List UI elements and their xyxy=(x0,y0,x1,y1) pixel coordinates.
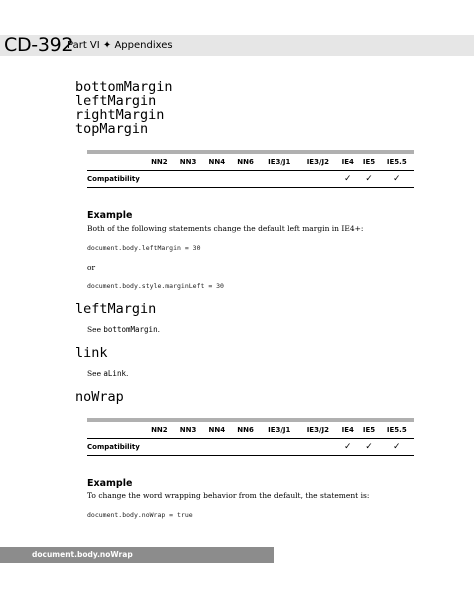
column-header: IE5.5 xyxy=(380,154,414,171)
entry-title: leftMargin xyxy=(75,301,157,317)
entry-title: link xyxy=(75,345,108,361)
column-header: NN4 xyxy=(202,422,231,439)
table-cell xyxy=(260,171,299,188)
column-header: IE3/J1 xyxy=(260,422,299,439)
row-label: Compatibility xyxy=(87,439,145,456)
column-header: IE3/J2 xyxy=(299,154,338,171)
check-mark: ✓ xyxy=(380,171,414,188)
column-header: NN6 xyxy=(231,154,260,171)
check-mark: ✓ xyxy=(380,439,414,456)
or-text: or xyxy=(87,263,96,272)
table-cell xyxy=(145,171,174,188)
table-cell xyxy=(202,439,231,456)
part-label: Part VI ✦ Appendixes xyxy=(67,40,173,51)
column-header: NN2 xyxy=(145,154,174,171)
column-header: IE3/J2 xyxy=(299,422,338,439)
property-name: topMargin xyxy=(75,121,149,137)
entry-title: noWrap xyxy=(75,389,124,405)
table-cell xyxy=(231,171,260,188)
column-header: IE4 xyxy=(337,422,358,439)
column-header: IE5 xyxy=(358,422,379,439)
column-header: IE5.5 xyxy=(380,422,414,439)
table-row xyxy=(87,439,414,456)
column-header: NN6 xyxy=(231,422,260,439)
code-line: document.body.noWrap = true xyxy=(87,511,193,519)
footer-label: document.body.noWrap xyxy=(32,550,133,559)
column-header: NN2 xyxy=(145,422,174,439)
column-header: IE3/J1 xyxy=(260,154,299,171)
see-reference xyxy=(87,325,160,334)
see-prefix: See xyxy=(87,325,104,334)
table-header-row xyxy=(87,422,414,439)
column-header: IE4 xyxy=(337,154,358,171)
table-header-row xyxy=(87,154,414,171)
compatibility-table xyxy=(87,150,414,188)
column-header: IE5 xyxy=(358,154,379,171)
see-reference xyxy=(87,369,128,378)
table-cell xyxy=(174,171,203,188)
row-label: Compatibility xyxy=(87,171,145,188)
property-name: leftMargin xyxy=(75,93,157,109)
property-name: rightMargin xyxy=(75,107,165,123)
table-cell xyxy=(145,439,174,456)
see-suffix: . xyxy=(157,325,160,334)
column-header: NN4 xyxy=(202,154,231,171)
check-mark: ✓ xyxy=(358,171,379,188)
see-prefix: See xyxy=(87,369,104,378)
code-line: document.body.leftMargin = 30 xyxy=(87,244,201,252)
check-mark: ✓ xyxy=(358,439,379,456)
table-cell xyxy=(299,171,338,188)
example-heading: Example xyxy=(87,210,133,221)
table-cell xyxy=(231,439,260,456)
table-row xyxy=(87,171,414,188)
table-cell xyxy=(260,439,299,456)
example-heading: Example xyxy=(87,478,133,489)
column-header: NN3 xyxy=(174,154,203,171)
property-name: bottomMargin xyxy=(75,79,173,95)
check-mark: ✓ xyxy=(337,439,358,456)
code-line: document.body.style.marginLeft = 30 xyxy=(87,282,224,290)
table-cell xyxy=(299,439,338,456)
page-number: CD-392 xyxy=(4,34,74,56)
see-suffix: . xyxy=(125,369,129,378)
example-intro: Both of the following statements change the default left margin in IE4+: xyxy=(87,224,364,233)
table-cell xyxy=(174,439,203,456)
example-intro: To change the word wrapping behavior from the default, the statement is: xyxy=(87,491,370,500)
table-cell xyxy=(202,171,231,188)
see-link[interactable]: bottomMargin xyxy=(103,325,158,334)
compatibility-table xyxy=(87,418,414,456)
column-header: NN3 xyxy=(174,422,203,439)
check-mark: ✓ xyxy=(337,171,358,188)
see-link[interactable]: aLink xyxy=(103,369,126,378)
